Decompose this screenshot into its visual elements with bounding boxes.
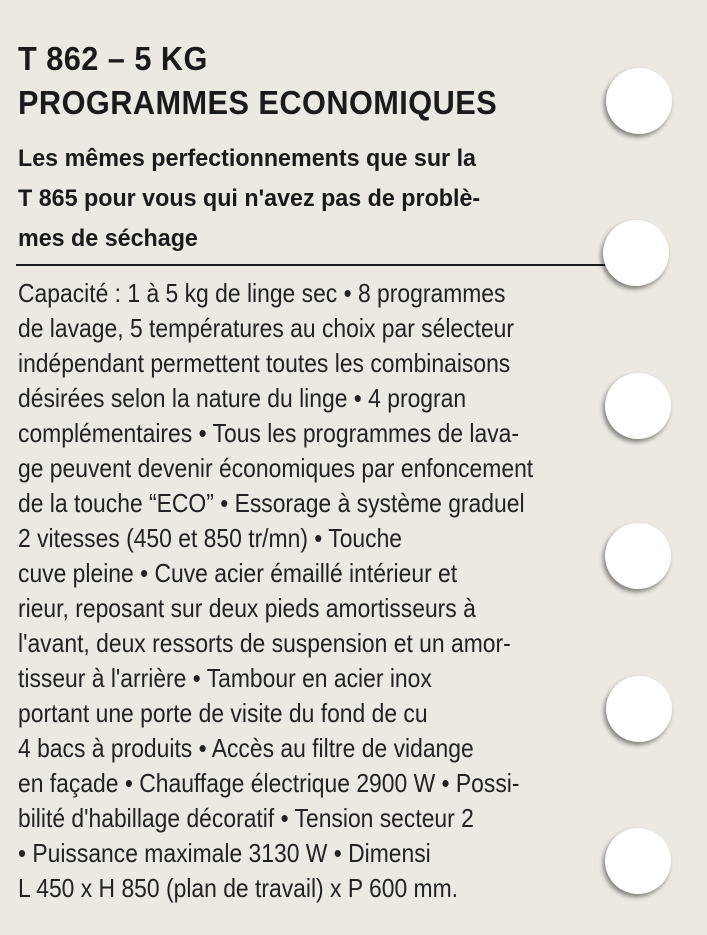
body-line: complémentaires • Tous les programmes de lava-: [18, 418, 519, 448]
punch-hole-4: [605, 523, 671, 589]
subtitle-line: Les mêmes perfectionnements que sur la: [18, 145, 477, 172]
body-line: en façade • Chauffage électrique 2900 W • Possi-: [18, 768, 520, 798]
body-line: de lavage, 5 températures au choix par sélecteur: [18, 313, 515, 343]
subtitle-line: T 865 pour vous qui n'avez pas de problè-: [18, 185, 481, 212]
body-line: 2 vitesses (450 et 850 tr/mn) • Touche: [18, 523, 403, 553]
divider-rule: [16, 264, 656, 266]
body-line: L 450 x H 850 (plan de travail) x P 600 mm.: [18, 873, 459, 903]
subtitle-line: mes de séchage: [18, 225, 198, 252]
body-line: de la touche “ECO” • Essorage à système graduel: [18, 488, 525, 518]
body-line: Capacité : 1 à 5 kg de linge sec • 8 programmes: [18, 278, 506, 308]
product-title: T 862 – 5 KG: [18, 40, 208, 77]
body-line: portant une porte de visite du fond de cu: [18, 698, 428, 728]
body-line: 4 bacs à produits • Accès au filtre de vidange: [18, 733, 474, 763]
body-line: désirées selon la nature du linge • 4 progran: [18, 383, 467, 413]
punch-hole-3: [605, 373, 671, 439]
body-line: ge peuvent devenir économiques par enfoncement: [18, 453, 534, 483]
body-line: l'avant, deux ressorts de suspension et un amor-: [18, 628, 511, 658]
punch-hole-1: [606, 68, 672, 134]
body-line: tisseur à l'arrière • Tambour en acier inox: [18, 663, 432, 693]
section-title: PROGRAMMES ECONOMIQUES: [18, 84, 498, 121]
punch-hole-6: [605, 828, 671, 894]
body-line: rieur, reposant sur deux pieds amortisseurs à: [18, 593, 476, 623]
body-line: cuve pleine • Cuve acier émaillé intérieur et: [18, 558, 458, 588]
punch-hole-5: [606, 676, 672, 742]
body-line: • Puissance maximale 3130 W • Dimensi: [18, 838, 431, 868]
punch-hole-2: [603, 220, 669, 286]
body-line: bilité d'habillage décoratif • Tension secteur 2: [18, 803, 474, 833]
body-line: indépendant permettent toutes les combinaisons: [18, 348, 511, 378]
